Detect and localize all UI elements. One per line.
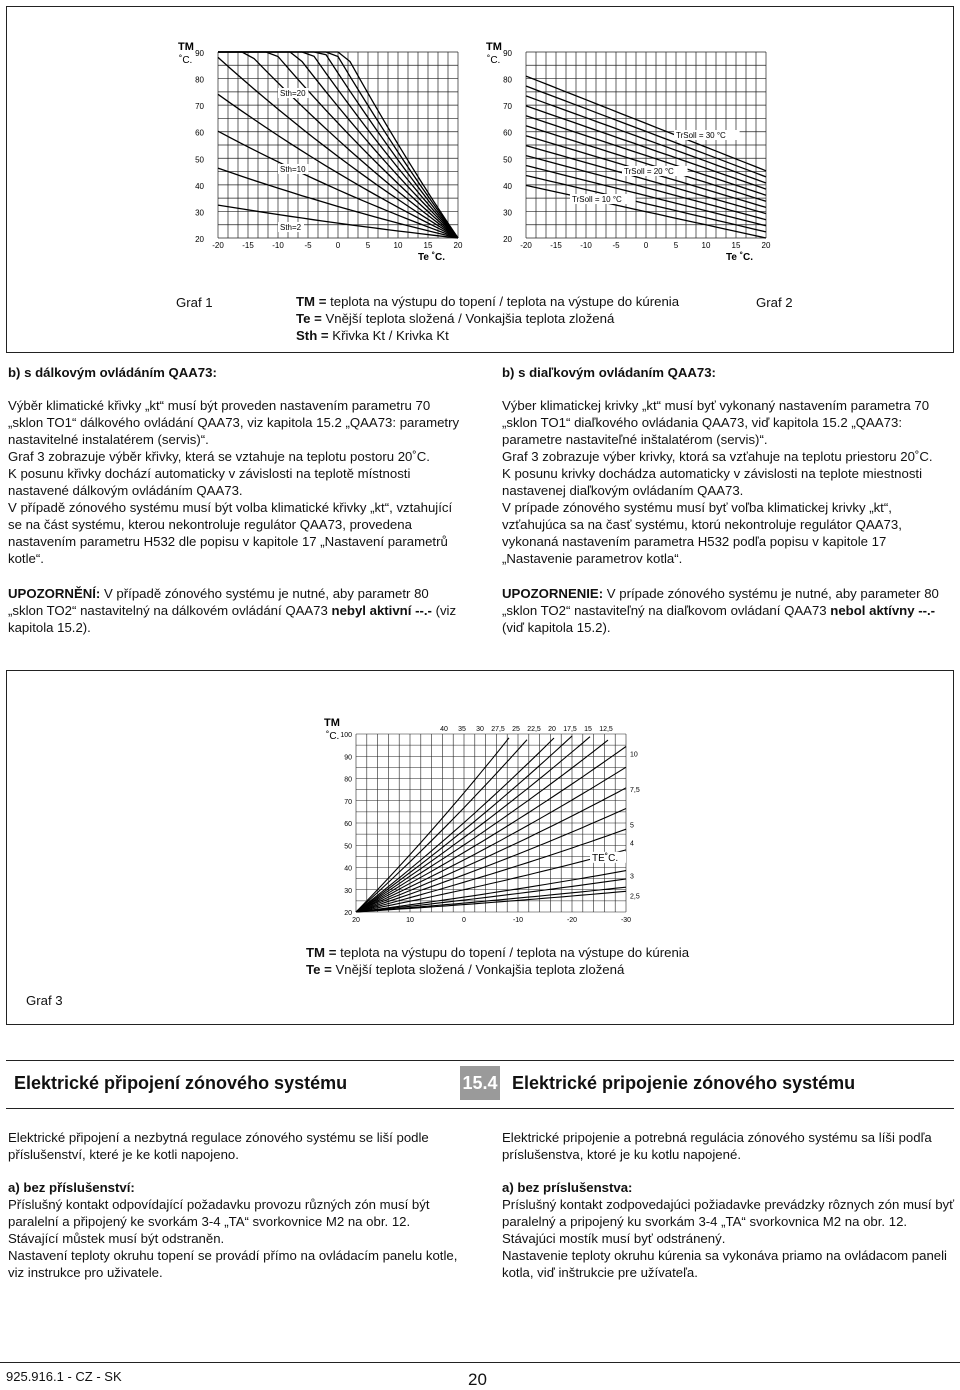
slope-label: 12,5: [599, 726, 613, 733]
y-tick-label: 70: [344, 798, 352, 806]
slope-label: 30: [476, 726, 484, 733]
y-tick-label: 40: [344, 865, 352, 873]
slope-label: 20: [548, 726, 556, 733]
sk-a1: Príslušný kontakt zodpovedajúci požiadavke prevádzky rôznych zón musí byť paralelný a pripojený ku svorkám 3-4 „TA“ svorkovnica M2 na obr. 12. Stávajúci mostík musí byť odstránený.: [502, 1197, 955, 1246]
section-number: 15.4: [460, 1066, 500, 1100]
x-tick-label: -30: [620, 917, 632, 924]
sk-column: [502, 364, 956, 636]
slope-label: 35: [458, 726, 466, 733]
y-tick-label: 60: [195, 128, 204, 138]
x-tick-label: 5: [673, 241, 679, 250]
x-axis-label: Te ˚C.: [726, 252, 754, 263]
x-tick-label: -20: [566, 917, 578, 924]
y-tick-label: 50: [503, 155, 512, 165]
slope-label: 3: [630, 873, 634, 881]
y-tick-label: 60: [344, 821, 352, 828]
cz-warning: UPOZORNĚNÍ: V případě zónového systému je nutné, aby parametr 80 „sklon TO2“ nastavitelný na dálkovém ovládání QAA73 nebyl aktivní --.- (viz kapitola 15.2).: [8, 586, 457, 635]
y-axis-label: TM: [486, 41, 502, 53]
slope-label: 15: [584, 726, 592, 733]
y-axis-unit: ˚C.: [179, 55, 193, 66]
x-tick-label: -10: [272, 241, 284, 250]
y-tick-label: 60: [503, 128, 512, 138]
y-tick-label: 90: [344, 754, 352, 762]
legend-sth: Sth = Křivka Kt / Krivka Kt: [296, 328, 449, 343]
curve-annotation: TrSoll = 10 °C: [572, 195, 622, 204]
cz-intro: Elektrické připojení a nezbytná regulace zónového systému se liší podle příslušenství, které je ke kotli napojeno.: [8, 1130, 429, 1162]
graph-2: [478, 38, 778, 273]
slope-label: 27,5: [491, 726, 505, 733]
sk-p2: Graf 3 zobrazuje výber krivky, ktorá sa vzťahuje na teplotu priestoru 20˚C.: [502, 449, 933, 464]
slope-label: 17,5: [563, 726, 577, 733]
legend-tm: TM = teplota na výstupu do topení / teplota na výstupe do kúrenia: [296, 294, 680, 309]
slope-curve: [356, 747, 626, 913]
slope-label: 40: [440, 726, 448, 733]
sk-p3: K posunu krivky dochádza automaticky v závislosti na teplote miestnosti nastavenej diaľkovým ovládaním QAA73.: [502, 466, 923, 498]
cz-section-column: [8, 1129, 464, 1281]
curve-annotation: Sth=20: [280, 89, 306, 98]
page-number: 20: [468, 1370, 487, 1389]
cz-a2: Nastavení teploty okruhu topení se provádí přímo na ovládacím panelu kotle, viz instrukce pro uživatele.: [8, 1248, 458, 1280]
x-tick-label: 15: [423, 241, 433, 250]
footer-code: 925.916.1 - CZ - SK: [6, 1369, 122, 1384]
y-tick-label: 50: [195, 155, 204, 165]
slope-label: 10: [630, 751, 638, 759]
y-tick-label: 80: [344, 776, 352, 784]
x-tick-label: -10: [512, 917, 524, 924]
x-tick-label: -10: [580, 241, 592, 250]
section-rule-bottom: [6, 1108, 954, 1109]
x-tick-label: -15: [242, 241, 254, 250]
slope-curve: [356, 738, 554, 912]
slope-curve: [356, 740, 527, 912]
x-tick-label: -20: [212, 241, 224, 250]
x-tick-label: 5: [365, 241, 371, 250]
footer-rule: [0, 1362, 960, 1363]
cz-p3: K posunu křivky dochází automaticky v závislosti na teplotě místnosti nastavené dálkovým ovládáním QAA73.: [8, 466, 411, 498]
graf-2-label: Graf 2: [756, 295, 793, 310]
sk-heading: b) s diaľkovým ovládaním QAA73:: [502, 365, 716, 380]
graf-3-label: Graf 3: [26, 993, 63, 1008]
cz-p2: Graf 3 zobrazuje výběr křivky, která se vztahuje na teplotu postoru 20˚C.: [8, 449, 430, 464]
x-tick-label: 10: [406, 917, 414, 924]
sk-p1: Výber klimatickej krivky „kt“ musí byť vykonaný nastavením parametra 70 „sklon TO1“ diaľkového ovládania QAA73, viď kapitola 15.2 „QAA73: parametre nastaviteľné inštalatérom (servis)“.: [502, 398, 930, 447]
y-tick-label: 40: [503, 181, 512, 191]
y-tick-label: 100: [340, 732, 352, 739]
slope-curve: [356, 829, 626, 912]
x-tick-label: 20: [352, 917, 360, 924]
curve-annotation: Sth=10: [280, 165, 306, 174]
x-tick-label: -15: [550, 241, 562, 250]
sk-p4: V prípade zónového systému musí byť voľba klimatickej krivky „kt“, vzťahujúca sa na časť systému, ktorú nekontroluje regulátor QAA73, vykonaná nastavením parametra H532 podľa popisu v kapitole 17 „Nastavenie parametrov kotla“.: [502, 500, 902, 566]
graph-1: [170, 38, 470, 273]
y-tick-label: 20: [195, 235, 204, 244]
cz-a-heading: a) bez příslušenství:: [8, 1180, 135, 1195]
y-axis-label: TM: [178, 41, 194, 53]
x-tick-label: -20: [520, 241, 532, 250]
y-tick-label: 80: [195, 75, 204, 85]
legend-top: [296, 293, 736, 344]
x-tick-label: 10: [393, 241, 403, 250]
cz-column: [8, 364, 462, 636]
x-axis-label: Te ˚C.: [418, 252, 446, 263]
sk-a2: Nastavenie teploty okruhu kúrenia sa vykonáva priamo na ovládacom paneli kotla, viď inštrukcie pre užívateľa.: [502, 1248, 947, 1280]
x-tick-label: 20: [761, 241, 771, 250]
graph-3: [300, 712, 680, 942]
sk-intro: Elektrické pripojenie a potrebná regulácia zónového systému sa líši podľa príslušenstva, ktoré je ku kotlu napojené.: [502, 1130, 932, 1162]
y-tick-label: 30: [195, 208, 204, 218]
y-tick-label: 90: [503, 49, 512, 58]
x-tick-label: 20: [453, 241, 463, 250]
x-tick-label: -5: [612, 241, 620, 250]
sk-warning: UPOZORNENIE: V prípade zónového systému je nutné, aby parameter 80 „sklon TO2“ nastaviteľný na diaľkovom ovládaní QAA73 nebol aktívny --.- (viď kapitola 15.2).: [502, 586, 939, 635]
graph-3-caption: TM = teplota na výstupu do topení / teplota na výstupe do kúrenia Te = Vnější teplota složená / Vonkajšia teplota zložená: [306, 945, 690, 977]
y-axis-label: TM: [324, 717, 340, 729]
y-axis-unit: ˚C.: [326, 731, 340, 742]
cz-a1: Příslušný kontakt odpovídající požadavku provozu různých zón musí být paralelní a připojený ke svorkám 3-4 „TA“ svorkovnice M2 na obr. 12. Stávající můstek musí být odstraněn.: [8, 1197, 430, 1246]
slope-label: 2,5: [630, 893, 640, 901]
x-tick-label: 10: [701, 241, 711, 250]
y-tick-label: 20: [344, 910, 352, 917]
cz-p4: V případě zónového systému musí být volba klimatické křivky „kt“, vztahující se na část systému, kterou nekontroluje regulátor QAA73, provedena nastavením parametru H532 dle popisu v kapitole 17 „Nastavení parametrů kotle“.: [8, 500, 453, 566]
slope-label: 22,5: [527, 726, 541, 733]
y-tick-label: 70: [503, 102, 512, 112]
section-title-sk: Elektrické pripojenie zónového systému: [512, 1073, 856, 1093]
y-tick-label: 40: [195, 181, 204, 191]
x-tick-label: 0: [643, 241, 649, 250]
cz-p1: Výběr klimatické křivky „kt“ musí být proveden nastavením parametru 70 „sklon TO1“ dálkového ovládání QAA73, viz kapitola 15.2 „QAA73: parametry nastavitelné instalatérem (servis)“.: [8, 398, 460, 447]
y-axis-unit: ˚C.: [487, 55, 501, 66]
slope-label: 5: [630, 822, 634, 830]
curve-annotation: TrSoll = 30 °C: [676, 131, 726, 140]
sk-a-heading: a) bez príslušenstva:: [502, 1180, 633, 1195]
legend-te: Te = Vnější teplota složená / Vonkajšia teplota zložená: [296, 311, 615, 326]
x-tick-label: 0: [462, 917, 466, 924]
graf-1-label: Graf 1: [176, 295, 213, 310]
y-tick-label: 20: [503, 235, 512, 244]
section-rule: [6, 1060, 954, 1061]
curve-annotation: TrSoll = 20 °C: [624, 167, 674, 176]
cz-heading: b) s dálkovým ovládáním QAA73:: [8, 365, 217, 380]
x-tick-label: 0: [335, 241, 341, 250]
y-tick-label: 50: [344, 843, 352, 851]
y-tick-label: 70: [195, 102, 204, 112]
slope-label: 25: [512, 726, 520, 733]
sk-section-column: [502, 1129, 958, 1281]
y-tick-label: 90: [195, 49, 204, 58]
x-tick-label: -5: [304, 241, 312, 250]
x-tick-label: 15: [731, 241, 741, 250]
y-tick-label: 30: [503, 208, 512, 218]
curve-annotation: Sth=2: [280, 223, 302, 232]
slope-label: 7,5: [630, 786, 640, 794]
x-axis-label: TE˚C.: [592, 852, 619, 864]
y-tick-label: 30: [344, 887, 352, 895]
section-title-cz: Elektrické připojení zónového systému: [14, 1073, 348, 1093]
slope-label: 4: [630, 840, 634, 848]
y-tick-label: 80: [503, 75, 512, 85]
